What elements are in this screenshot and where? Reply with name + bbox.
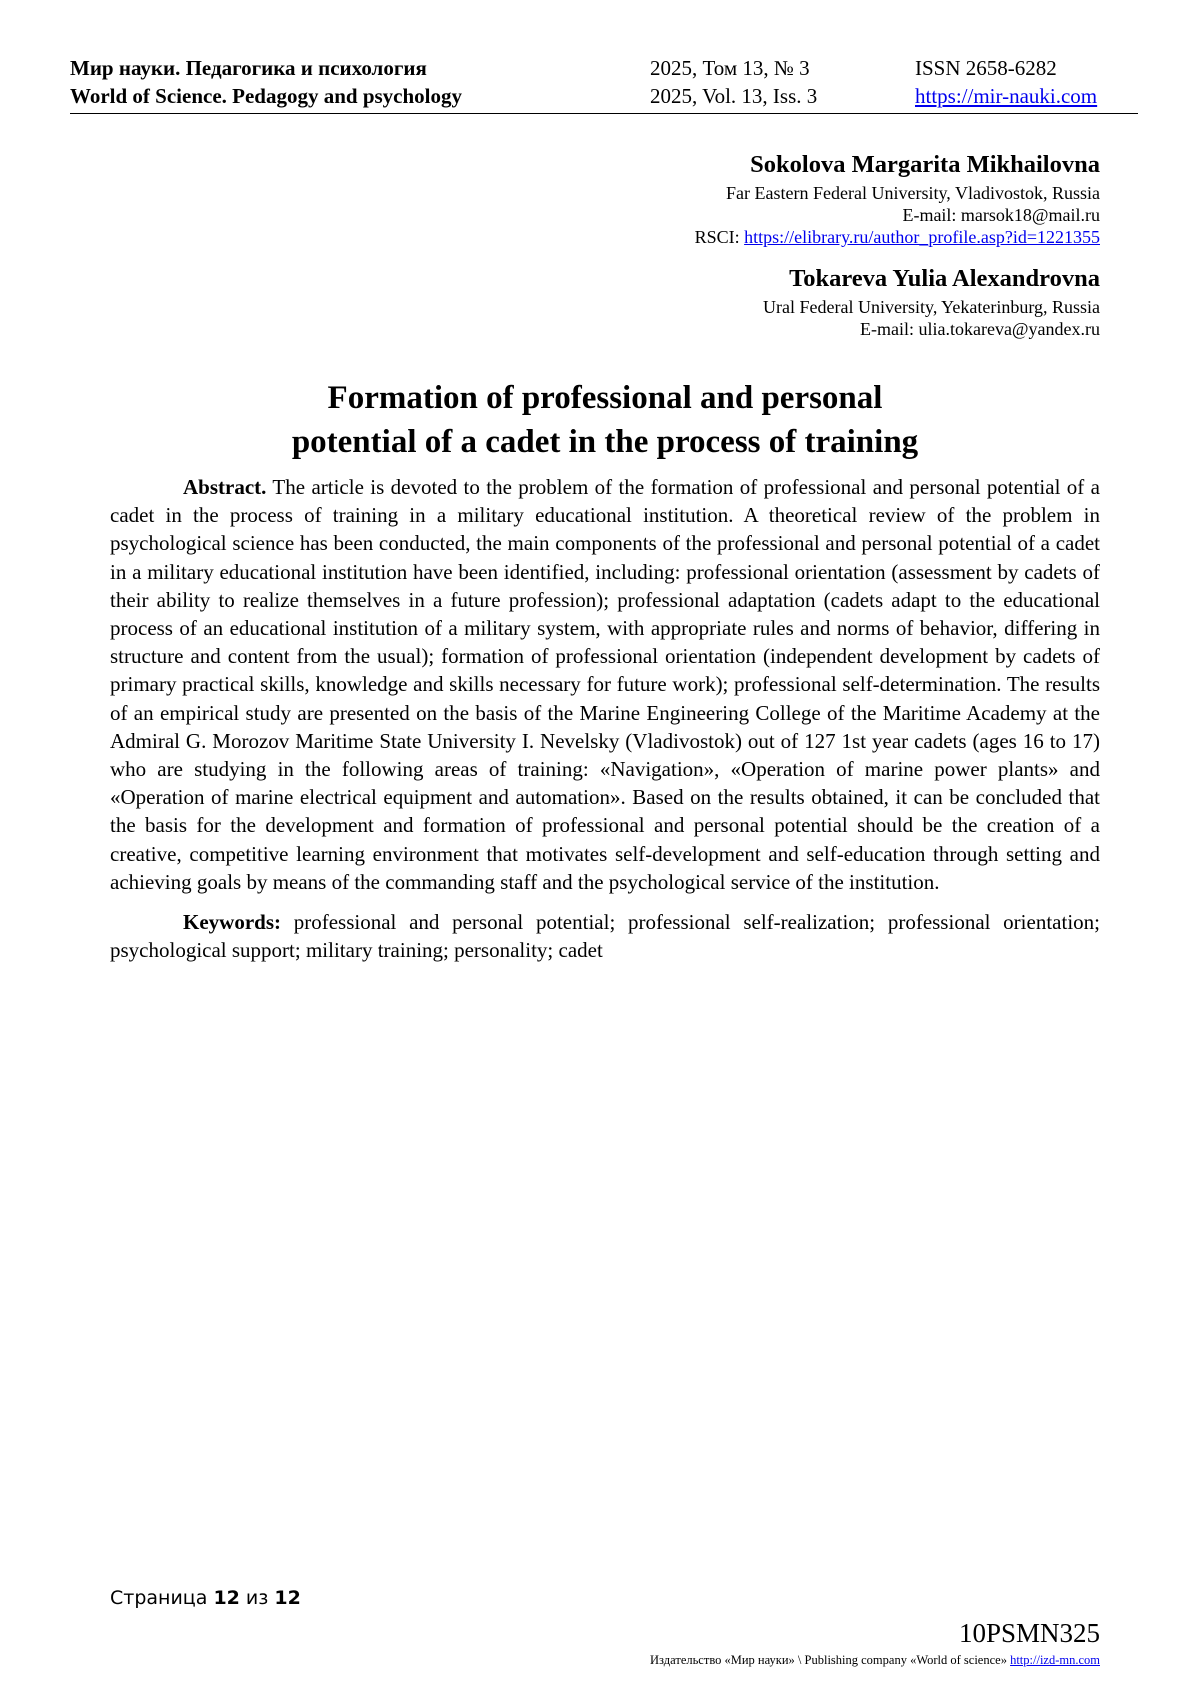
author-name: Tokareva Yulia Alexandrovna: [789, 265, 1100, 292]
abstract-label: Abstract.: [183, 475, 267, 499]
author-email: E-mail: ulia.tokareva@yandex.ru: [860, 319, 1100, 339]
abstract-section: [110, 473, 1100, 964]
header-row-ru: [70, 54, 1138, 82]
journal-url-link[interactable]: https://mir-nauki.com: [915, 84, 1098, 108]
keywords-label: Keywords:: [183, 910, 281, 935]
header-row-en: [70, 82, 1138, 110]
author-affiliation: Far Eastern Federal University, Vladivostok, Russia: [726, 183, 1100, 203]
abstract-paragraph: [110, 473, 1100, 896]
article-code: 10PSMN325: [958, 1618, 1100, 1648]
rsci-link[interactable]: https://elibrary.ru/author_profile.asp?id=1221355: [744, 227, 1100, 247]
page-of: из: [239, 1587, 275, 1609]
abstract-text: The article is devoted to the problem of the formation of professional and personal potential of a cadet in the process of training in a military educational institution. A theoretical review of the problem in psychological science has been conducted, the main components of the professional and personal potential of a cadet in a military educational institution have been identified, including: professional orientation (assessment by cadets of their ability to realize themselves in a future profession); professional adaptation (cadets adapt to the educational process of an educational institution of a military system, with appropriate rules and norms of behavior, differing in structure and content from the usual); formation of professional orientation (independent development by cadets of primary practical skills, knowledge and skills necessary for future work); professional self-determination. The results of an empirical study are presented on the basis of the Marine Engineering College of the Maritime Academy at the Admiral G. Morozov Maritime State University I. Nevelsky (Vladivostok) out of 127 1st year cadets (ages 16 to 17) who are studying in the following areas of training: «Navigation», «Operation of marine power plants» and «Operation of marine electrical equipment and automation». Based on the results obtained, it can be concluded that the basis for the development and formation of professional and personal potential should be the creation of a creative, competitive learning environment that motivates self-development and self-education through setting and achieving goals by means of the commanding staff and the psychological service of the institution.: [110, 475, 1100, 894]
issue-en: 2025, Vol. 13, Iss. 3: [650, 84, 818, 108]
author-rsci: [400, 226, 1100, 248]
issn: ISSN 2658-6282: [915, 56, 1057, 80]
page-prefix: Страница: [110, 1587, 214, 1609]
journal-name-ru: Мир науки. Педагогика и психология: [70, 56, 427, 80]
page-current: 12: [213, 1587, 240, 1609]
keywords-paragraph: [110, 908, 1100, 964]
publisher-link[interactable]: http://izd-mn.com: [1010, 1653, 1100, 1667]
issue-ru: 2025, Том 13, № 3: [650, 56, 810, 80]
page-total: 12: [274, 1587, 301, 1609]
journal-name-en: World of Science. Pedagogy and psychology: [70, 84, 463, 108]
article-title: [110, 376, 1100, 464]
author-2: [400, 262, 1100, 340]
publisher-text: Издательство «Мир науки» \ Publishing company «World of science»: [650, 1653, 1011, 1667]
publisher-line: [650, 1652, 1100, 1668]
rsci-label: RSCI:: [694, 227, 745, 247]
author-email: E-mail: marsok18@mail.ru: [902, 205, 1100, 225]
author-affiliation: Ural Federal University, Yekaterinburg, Russia: [763, 297, 1100, 317]
author-1: [400, 148, 1100, 248]
title-line-2: potential of a cadet in the process of training: [291, 424, 919, 460]
title-line-1: Formation of professional and personal: [327, 380, 883, 416]
page-number: [110, 1587, 301, 1609]
authors-block: [400, 148, 1100, 354]
author-name: Sokolova Margarita Mikhailovna: [750, 151, 1100, 178]
journal-header: [70, 54, 1138, 114]
keywords-text: professional and personal potential; professional self-realization; professional orientation; psychological support; military training; personality; cadet: [110, 910, 1100, 963]
